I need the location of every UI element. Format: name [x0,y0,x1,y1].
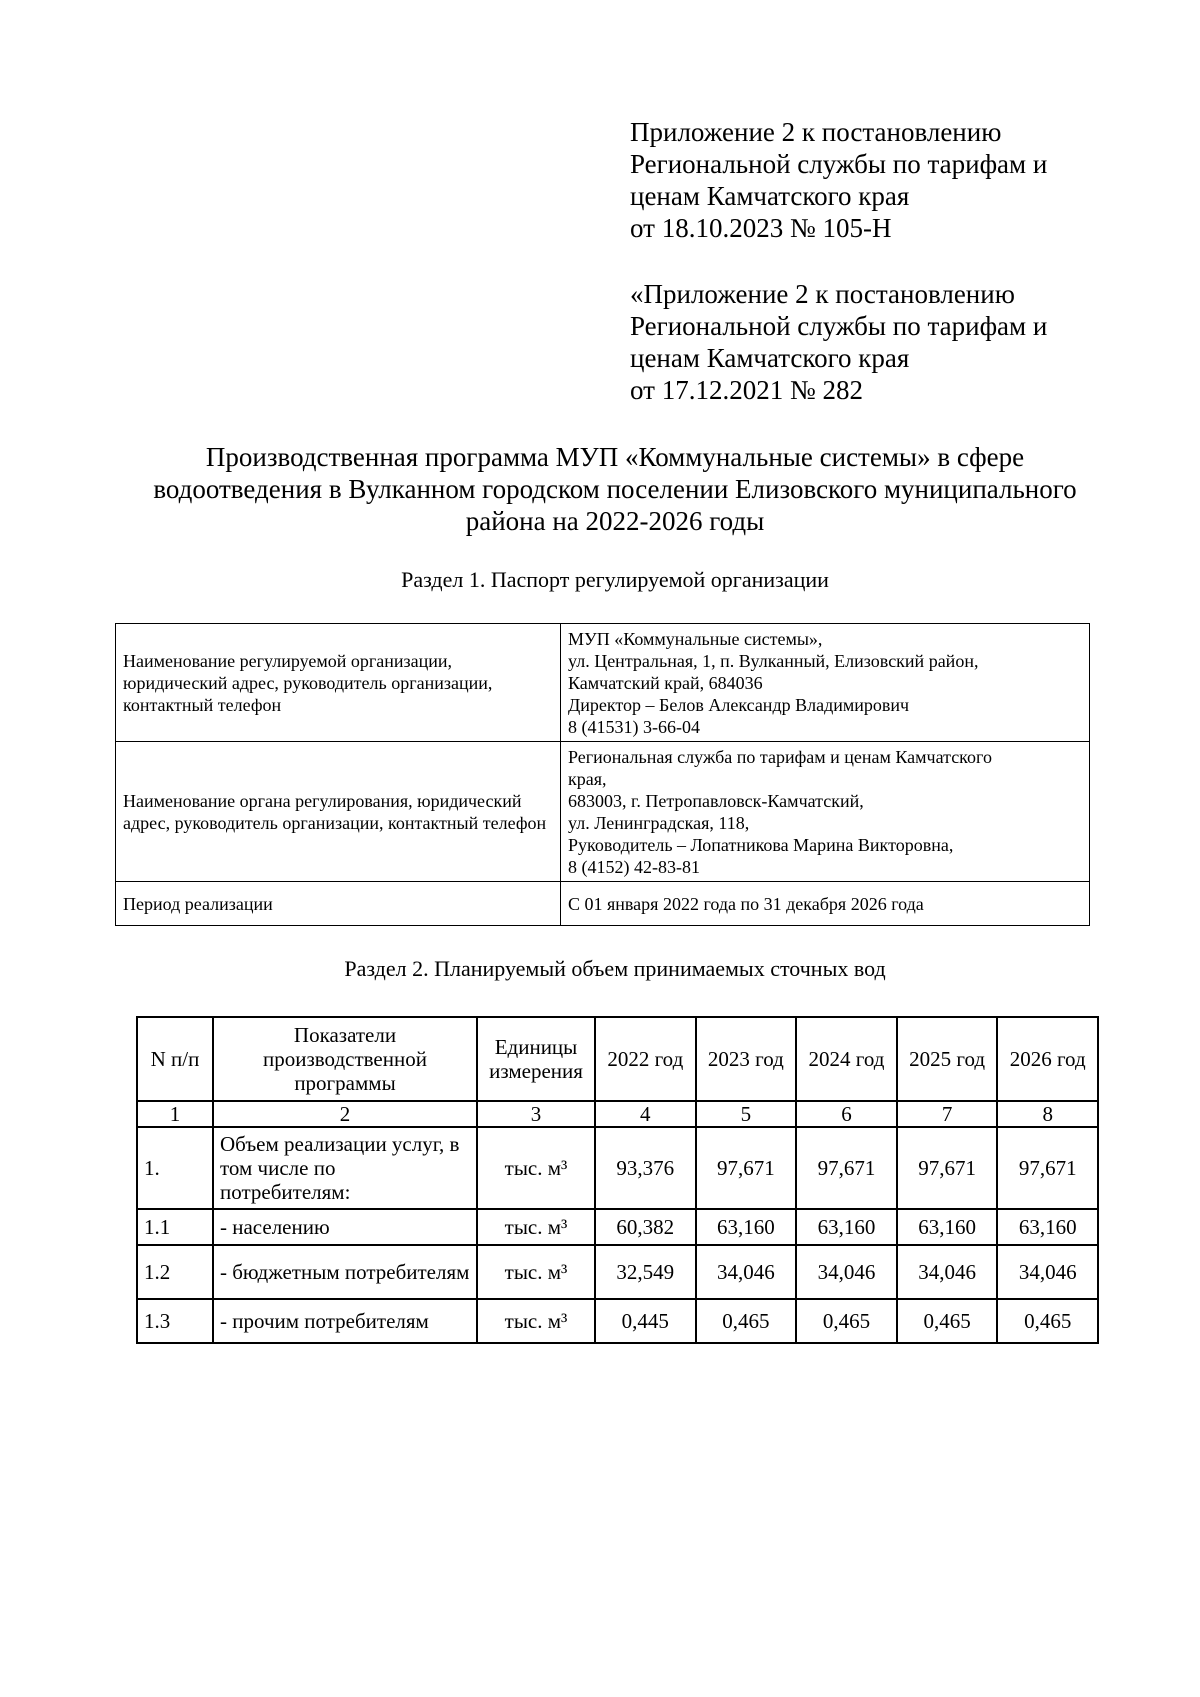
annex-line: Региональной службы по тарифам и [630,149,1048,179]
annex-line: Приложение 2 к постановлению [630,117,1002,147]
passport-key: Наименование органа регулирования, юридический адрес, руководитель организации, контактный телефон [116,742,561,882]
title-line: района на 2022-2026 годы [465,506,765,536]
value-line: Региональная служба по тарифам и ценам Камчатского [568,746,992,767]
value-line: 8 (4152) 42-83-81 [568,856,700,877]
column-header: 2022 год [595,1017,696,1101]
passport-key: Период реализации [116,882,561,926]
row-unit: тыс. м³ [477,1299,595,1343]
table-row [137,1209,1098,1245]
row-unit: тыс. м³ [477,1209,595,1245]
table-row [116,624,1090,742]
row-number: 1.3 [137,1299,213,1343]
value-line: МУП «Коммунальные системы», [568,628,823,649]
row-value: 32,549 [595,1245,696,1299]
value-line: ул. Ленинградская, 118, [568,812,750,833]
value-line: Руководитель – Лопатникова Марина Викторовна, [568,834,954,855]
column-header: Показатели производственной программы [213,1017,477,1101]
annex-previous-reference [630,278,1047,406]
column-number: 7 [897,1101,998,1127]
row-value: 0,465 [696,1299,797,1343]
row-value: 0,465 [997,1299,1098,1343]
row-value: 0,465 [897,1299,998,1343]
column-number: 1 [137,1101,213,1127]
annex-line: Региональной службы по тарифам и [630,311,1048,341]
row-value: 63,160 [997,1209,1098,1245]
column-header: 2025 год [897,1017,998,1101]
column-header: 2024 год [796,1017,897,1101]
row-value: 34,046 [696,1245,797,1299]
row-indicator: Объем реализации услуг, в том числе по потребителям: [213,1127,477,1209]
row-value: 63,160 [696,1209,797,1245]
value-line: С 01 января 2022 года по 31 декабря 2026 года [568,893,924,914]
annex-line: от 17.12.2021 № 282 [630,375,863,405]
row-value: 0,465 [796,1299,897,1343]
table-row [137,1299,1098,1343]
row-value: 93,376 [595,1127,696,1209]
row-value: 63,160 [897,1209,998,1245]
row-indicator: - бюджетным потребителям [213,1245,477,1299]
table-header-row [137,1017,1098,1101]
table-row [116,882,1090,926]
row-value: 97,671 [997,1127,1098,1209]
column-header: 2023 год [696,1017,797,1101]
table-row [137,1245,1098,1299]
value-line: 683003, г. Петропавловск-Камчатский, [568,790,864,811]
document-title [120,441,1110,537]
column-number: 3 [477,1101,595,1127]
column-number: 2 [213,1101,477,1127]
value-line: 8 (41531) 3-66-04 [568,716,700,737]
row-value: 34,046 [897,1245,998,1299]
row-value: 63,160 [796,1209,897,1245]
row-value: 34,046 [796,1245,897,1299]
annex-line: от 18.10.2023 № 105-Н [630,213,892,243]
row-indicator: - населению [213,1209,477,1245]
column-header: N п/п [137,1017,213,1101]
row-unit: тыс. м³ [477,1127,595,1209]
column-header: 2026 год [997,1017,1098,1101]
annex-line: ценам Камчатского края [630,343,910,373]
passport-key: Наименование регулируемой организации, юридический адрес, руководитель организации, контактный телефон [116,624,561,742]
annex-line: ценам Камчатского края [630,181,910,211]
title-line: Производственная программа МУП «Коммунальные системы» в сфере [205,442,1025,472]
annex-line: «Приложение 2 к постановлению [630,279,1015,309]
column-number: 6 [796,1101,897,1127]
column-number: 4 [595,1101,696,1127]
row-indicator: - прочим потребителям [213,1299,477,1343]
row-unit: тыс. м³ [477,1245,595,1299]
column-number: 5 [696,1101,797,1127]
value-line: края, [568,768,607,789]
row-value: 97,671 [696,1127,797,1209]
value-line: Камчатский край, 684036 [568,672,763,693]
column-header: Единицы измерения [477,1017,595,1101]
row-value: 60,382 [595,1209,696,1245]
row-value: 97,671 [897,1127,998,1209]
passport-value [561,624,1090,742]
row-number: 1.1 [137,1209,213,1245]
table-row [137,1127,1098,1209]
value-line: ул. Центральная, 1, п. Вулканный, Елизовский район, [568,650,979,671]
row-number: 1.2 [137,1245,213,1299]
row-value: 0,445 [595,1299,696,1343]
value-line: Директор – Белов Александр Владимирович [568,694,910,715]
row-value: 97,671 [796,1127,897,1209]
passport-value [561,742,1090,882]
section1-heading: Раздел 1. Паспорт регулируемой организации [401,567,829,592]
passport-value [561,882,1090,926]
title-line: водоотведения в Вулканном городском поселении Елизовского муниципального [153,474,1077,504]
passport-table [115,623,1090,926]
table-row [116,742,1090,882]
column-number: 8 [997,1101,1098,1127]
row-value: 34,046 [997,1245,1098,1299]
wastewater-volume-table [136,1016,1099,1344]
annex-current-reference [630,116,1047,244]
column-number-row [137,1101,1098,1127]
section2-heading: Раздел 2. Планируемый объем принимаемых сточных вод [344,956,886,981]
row-number: 1. [137,1127,213,1209]
